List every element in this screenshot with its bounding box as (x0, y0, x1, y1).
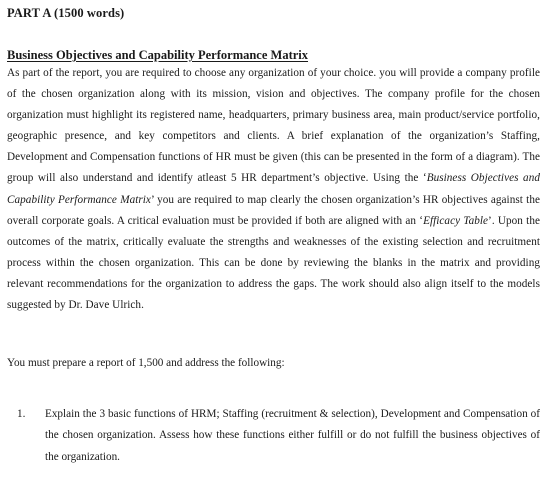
matrix-name-emphasis: Business Objectives and Capability Performance Matrix (7, 172, 540, 206)
paragraph-text-part-1: As part of the report, you are required to choose any organization of your choice. you will provide a company profile of the chosen organization along with its mission, vision and objectives. The company profile for the chosen organization must highlight its registered name, headquarters, primary business area, main product/service portfolio, geographic presence, and key competitors and clients. A brief explanation of the organization’s Staffing, Development and Compensation functions of HR must be given (this can be presented in the form of a diagram). The group will also understand and identify atleast 5 HR department’s objective. Using the ‘ (7, 67, 540, 185)
list-item-number: 1. (17, 408, 26, 420)
part-heading: PART A (1500 words) (7, 6, 125, 20)
list-item-text: Explain the 3 basic functions of HRM; Staffing (recruitment & selection), Development and Compensation of the chosen organization. Assess how these functions either fulfill or do not fulfill the business objectives of the organization. (45, 408, 540, 463)
paragraph-text-part-3: ’. Upon the outcomes of the matrix, critically evaluate the strengths and weaknesses of the existing selection and recruitment process within the chosen organization. This can be done by reviewing the blanks in the matrix and providing relevant recommendations for the organization to address the gaps. The work should also align itself to the models suggested by Dr. Dave Ulrich. (7, 214, 540, 312)
efficacy-table-emphasis: Efficacy Table (423, 214, 489, 227)
task-list (17, 404, 540, 468)
section-heading: Business Objectives and Capability Performance Matrix (7, 48, 309, 62)
list-item (17, 404, 540, 468)
paragraph-text-part-2: ’ you are required to map clearly the chosen organization’s HR objectives against the overall corporate goals. A critical evaluation must be provided if both are aligned with an ‘ (7, 193, 540, 227)
assignment-paragraph (7, 63, 540, 316)
report-instruction: You must prepare a report of 1,500 and address the following: (7, 357, 285, 369)
